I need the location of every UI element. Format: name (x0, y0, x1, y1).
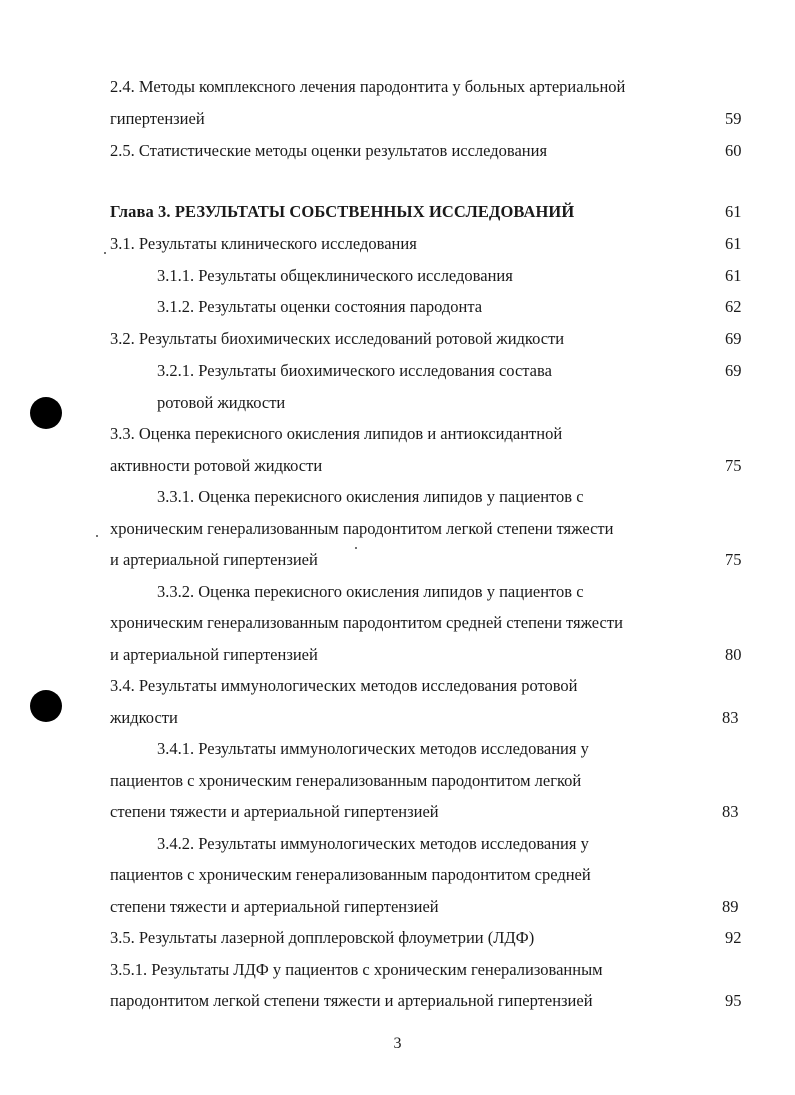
toc-line-3-2 (0, 324, 795, 354)
toc-page-number: 61 (725, 202, 742, 221)
toc-line-3-4-1-cont2 (0, 797, 795, 827)
toc-entry-text: хроническим генерализованным пародонтитом средней степени тяжести (110, 613, 623, 632)
toc-entry-text: 3.5.1. Результаты ЛДФ у пациентов с хроническим генерализованным (110, 960, 603, 979)
toc-entry-text: 2.5. Статистические методы оценки результатов исследования (110, 141, 548, 160)
scan-speck (96, 535, 98, 537)
binder-hole (30, 397, 62, 429)
toc-entry-text: пародонтитом легкой степени тяжести и артериальной гипертензией (110, 991, 593, 1010)
toc-entry-text: гипертензией (110, 109, 205, 128)
toc-page-number: 62 (725, 297, 742, 316)
scan-speck (355, 547, 357, 549)
toc-line-2-5 (0, 136, 795, 166)
toc-line-3-3-1-cont2 (0, 545, 795, 575)
toc-line-3-5-1 (0, 955, 795, 985)
toc-line-3-5 (0, 923, 795, 953)
toc-entry-text: 3.1.2. Результаты оценки состояния пародонта (157, 297, 483, 316)
toc-entry-text: степени тяжести и артериальной гипертензией (110, 897, 439, 916)
toc-page-number: 69 (725, 361, 742, 380)
toc-line-3-4-cont (0, 703, 795, 733)
toc-entry-text: жидкости (110, 708, 178, 727)
toc-line-3-4 (0, 671, 795, 701)
toc-line-3-3-2-cont2 (0, 640, 795, 670)
toc-line-3-2-1 (0, 356, 795, 386)
toc-page-number: 92 (725, 928, 742, 947)
toc-line-3-1-1 (0, 261, 795, 291)
chapter-heading: Глава 3. РЕЗУЛЬТАТЫ СОБСТВЕННЫХ ИССЛЕДОВАНИЙ (110, 202, 575, 221)
toc-page-number: 75 (725, 456, 742, 475)
toc-line-3-3-2-cont (0, 608, 795, 638)
toc-line-3-1-2 (0, 292, 795, 322)
toc-entry-text: 3.1. Результаты клинического исследования (110, 234, 417, 253)
toc-entry-text: 3.4.1. Результаты иммунологических методов исследования у (157, 739, 589, 758)
toc-line-2-4-cont (0, 104, 795, 134)
toc-entry-text: 3.3.1. Оценка перекисного окисления липидов у пациентов с (157, 487, 584, 506)
toc-line-3-4-1-cont (0, 766, 795, 796)
toc-page-number: 83 (722, 708, 739, 727)
page-number-footer: 3 (393, 1035, 402, 1052)
toc-line-3-3 (0, 419, 795, 449)
toc-entry-text: степени тяжести и артериальной гипертензией (110, 802, 439, 821)
toc-entry-text: 3.4. Результаты иммунологических методов исследования ротовой (110, 676, 578, 695)
toc-entry-text: ротовой жидкости (157, 393, 286, 412)
toc-entry-text: 2.4. Методы комплексного лечения пародонтита у больных артериальной (110, 77, 626, 96)
toc-page-number: 75 (725, 550, 742, 569)
scan-speck (104, 252, 106, 254)
toc-line-3-4-2-cont (0, 860, 795, 890)
toc-page-number: 59 (725, 109, 742, 128)
toc-entry-text: и артериальной гипертензией (110, 550, 318, 569)
toc-page-number: 69 (725, 329, 742, 348)
toc-line-3-4-2-cont2 (0, 892, 795, 922)
toc-entry-text: 3.1.1. Результаты общеклинического исследования (157, 266, 513, 285)
toc-entry-text: 3.5. Результаты лазерной допплеровской флоуметрии (ЛДФ) (110, 928, 535, 947)
toc-line-3-1 (0, 229, 795, 259)
toc-entry-text: 3.3. Оценка перекисного окисления липидов и антиоксидантной (110, 424, 563, 443)
toc-page-number: 80 (725, 645, 742, 664)
toc-line-2-4 (0, 72, 795, 102)
binder-hole (30, 690, 62, 722)
toc-page-number: 89 (722, 897, 739, 916)
toc-page-number: 61 (725, 266, 742, 285)
toc-line-3-3-1 (0, 482, 795, 512)
toc-line-3-5-1-cont (0, 986, 795, 1016)
toc-entry-text: хроническим генерализованным пародонтитом легкой степени тяжести (110, 519, 614, 538)
toc-line-3-4-2 (0, 829, 795, 859)
toc-entry-text: 3.3.2. Оценка перекисного окисления липидов у пациентов с (157, 582, 584, 601)
toc-line-3-3-1-cont (0, 514, 795, 544)
toc-page-number: 61 (725, 234, 742, 253)
toc-entry-text: и артериальной гипертензией (110, 645, 318, 664)
toc-entry-text: 3.2. Результаты биохимических исследований ротовой жидкости (110, 329, 565, 348)
toc-entry-text: активности ротовой жидкости (110, 456, 323, 475)
toc-page-number: 60 (725, 141, 742, 160)
toc-entry-text: 3.4.2. Результаты иммунологических методов исследования у (157, 834, 589, 853)
toc-chapter-3 (0, 197, 795, 227)
toc-line-3-3-cont (0, 451, 795, 481)
toc-line-3-3-2 (0, 577, 795, 607)
toc-line-3-4-1 (0, 734, 795, 764)
toc-page-number: 83 (722, 802, 739, 821)
toc-entry-text: пациентов с хроническим генерализованным пародонтитом легкой (110, 771, 582, 790)
toc-page-number: 95 (725, 991, 742, 1010)
toc-entry-text: пациентов с хроническим генерализованным пародонтитом средней (110, 865, 591, 884)
toc-entry-text: 3.2.1. Результаты биохимического исследования состава (157, 361, 552, 380)
toc-line-3-2-1-cont (0, 388, 795, 418)
